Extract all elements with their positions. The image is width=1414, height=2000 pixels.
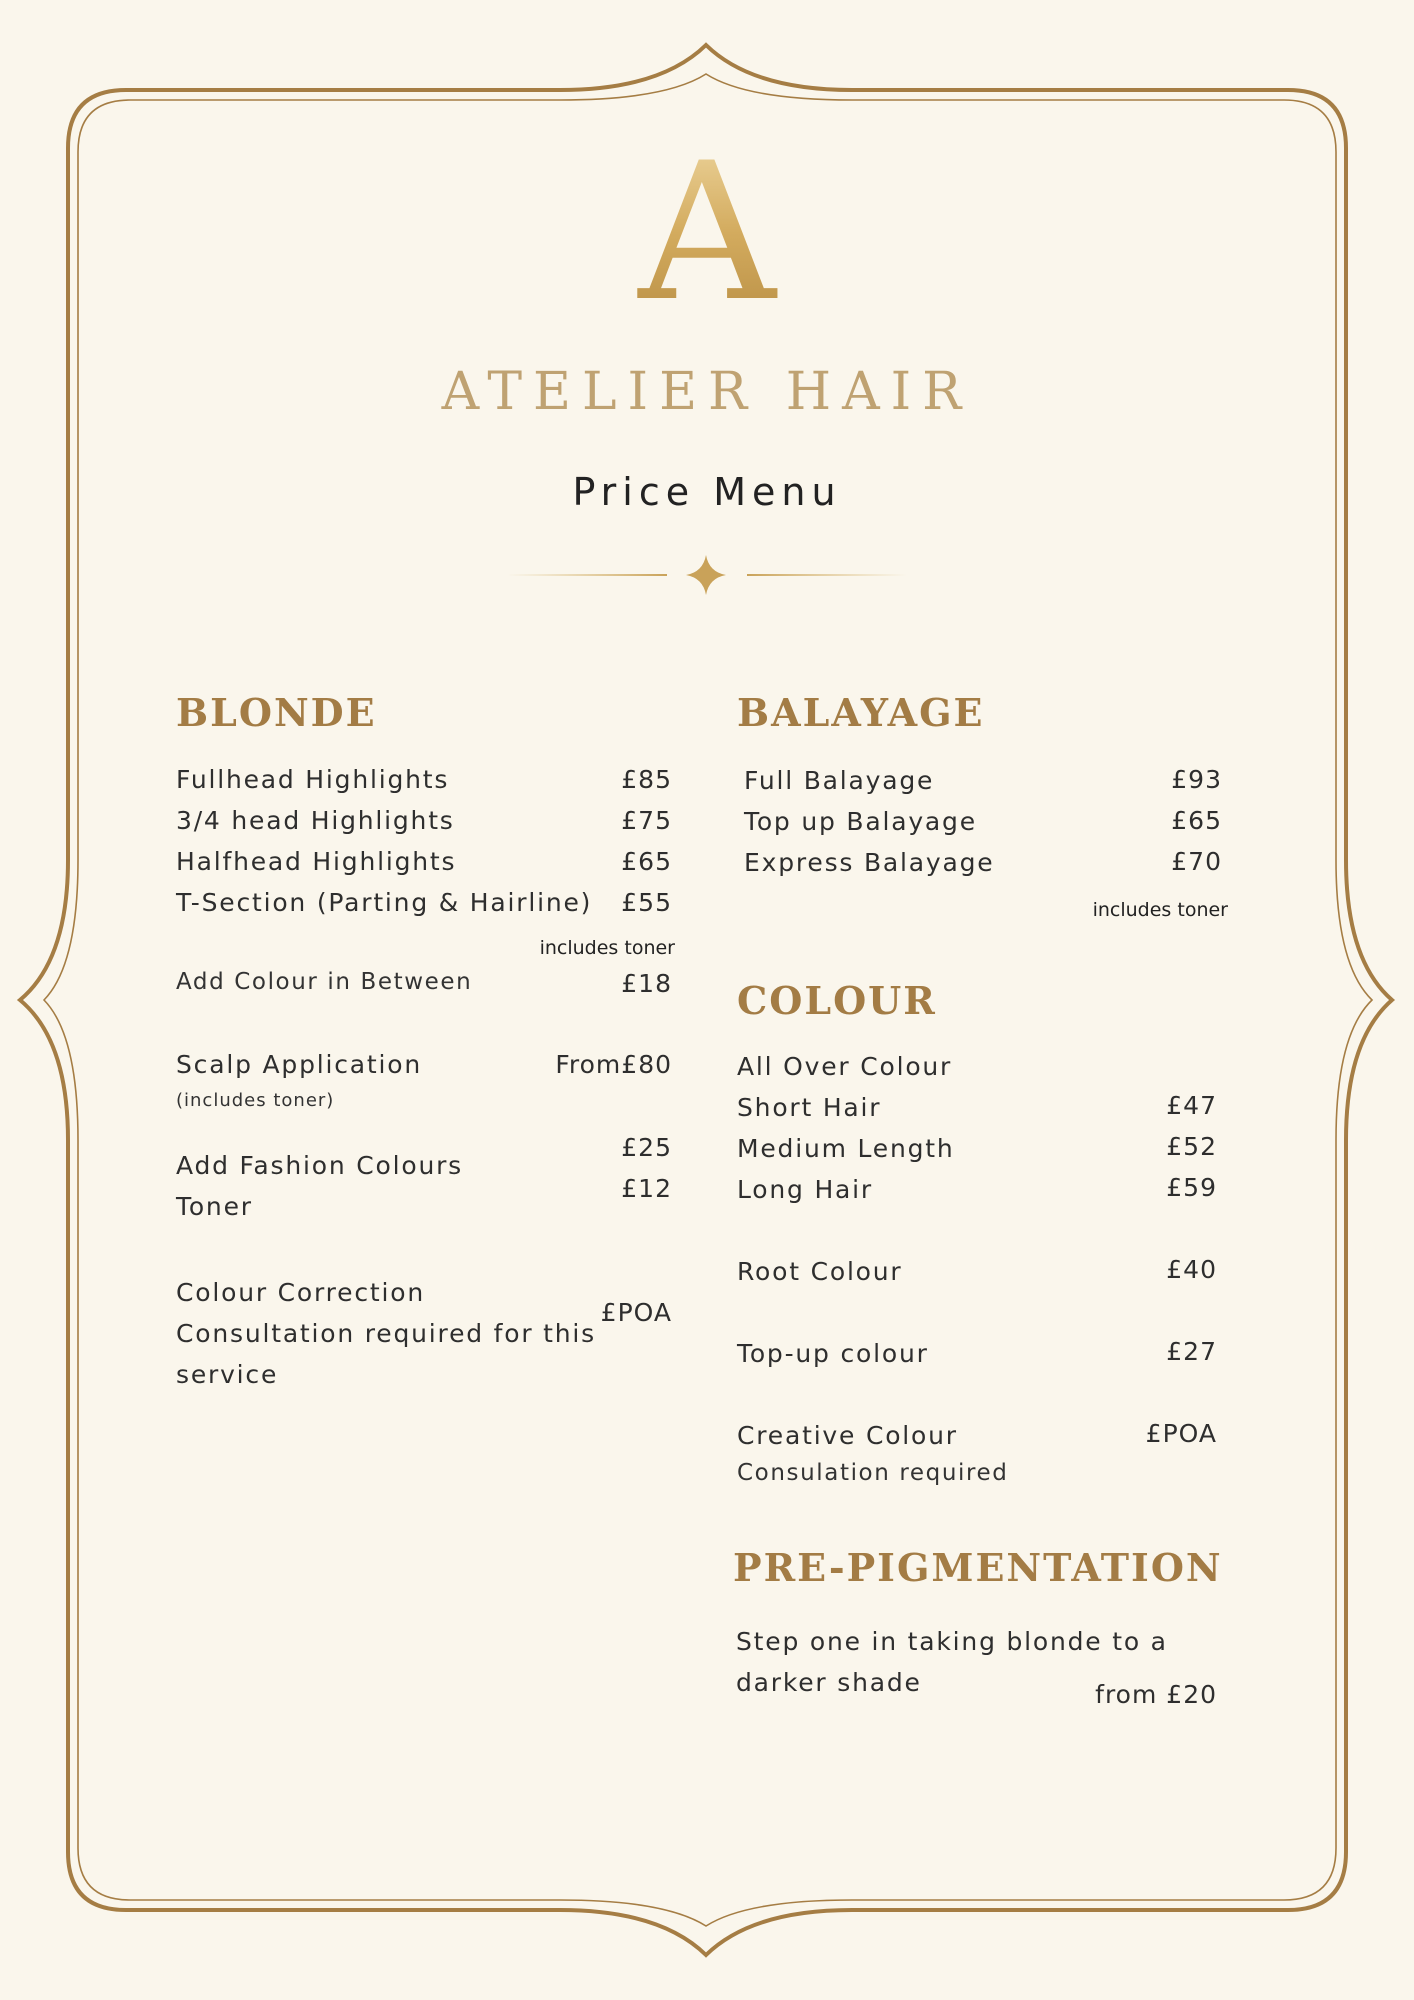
heading-blonde: BLONDE [176, 690, 377, 735]
service-price: £27 [1166, 1337, 1217, 1366]
service-price: £85 [621, 765, 672, 794]
service-note: (includes toner) [176, 1090, 335, 1111]
service-description: service [176, 1360, 279, 1389]
service-price: £POA [1145, 1419, 1217, 1448]
service-price: £75 [621, 806, 672, 835]
service-price: £47 [1166, 1091, 1217, 1120]
heading-colour: COLOUR [737, 978, 937, 1023]
toner-note: includes toner [539, 937, 675, 959]
service-name: Top up Balayage [744, 807, 977, 836]
service-note: Consulation required [737, 1460, 1009, 1486]
service-name: 3/4 head Highlights [176, 806, 455, 835]
heading-pre-pigmentation: PRE-PIGMENTATION [733, 1545, 1223, 1590]
service-name: Add Colour in Between [176, 969, 473, 995]
service-description: darker shade [736, 1668, 922, 1697]
service-name: Halfhead Highlights [176, 847, 457, 876]
brand-name: ATELIER HAIR [441, 362, 973, 422]
service-price: £12 [621, 1174, 672, 1203]
service-name: Toner [176, 1192, 253, 1221]
heading-balayage: BALAYAGE [737, 690, 985, 735]
service-price: £25 [621, 1133, 672, 1162]
service-name: T-Section (Parting & Hairline) [176, 888, 593, 917]
service-name: Full Balayage [744, 766, 935, 795]
service-price: £59 [1166, 1173, 1217, 1202]
service-name: Fullhead Highlights [176, 765, 450, 794]
service-description: Step one in taking blonde to a [736, 1627, 1168, 1656]
service-price: £70 [1171, 847, 1222, 876]
service-name: Root Colour [737, 1257, 903, 1286]
service-group-label: All Over Colour [737, 1052, 953, 1081]
service-price: £93 [1171, 765, 1222, 794]
service-price: £18 [621, 969, 672, 998]
logo-monogram: A [0, 138, 1414, 328]
service-name: Long Hair [737, 1175, 873, 1204]
service-name: Top-up colour [737, 1339, 929, 1368]
service-name: Short Hair [737, 1093, 882, 1122]
service-name: Express Balayage [744, 848, 995, 877]
service-price: £65 [621, 847, 672, 876]
toner-note: includes toner [1092, 899, 1228, 921]
service-price: £40 [1166, 1255, 1217, 1284]
service-price: £65 [1171, 806, 1222, 835]
service-price: £POA [600, 1298, 672, 1327]
service-name: Scalp Application [176, 1050, 422, 1079]
service-name: Colour Correction [176, 1278, 425, 1307]
service-description: Consultation required for this [176, 1319, 597, 1348]
service-name: Creative Colour [737, 1421, 958, 1450]
service-name: Medium Length [737, 1134, 955, 1163]
service-price: From£80 [555, 1050, 672, 1079]
divider-star-ornament [507, 555, 907, 595]
service-price: from £20 [1095, 1680, 1217, 1709]
service-price: £52 [1166, 1132, 1217, 1161]
service-price: £55 [621, 888, 672, 917]
service-name: Add Fashion Colours [176, 1151, 463, 1180]
page-title: Price Menu [572, 470, 842, 514]
